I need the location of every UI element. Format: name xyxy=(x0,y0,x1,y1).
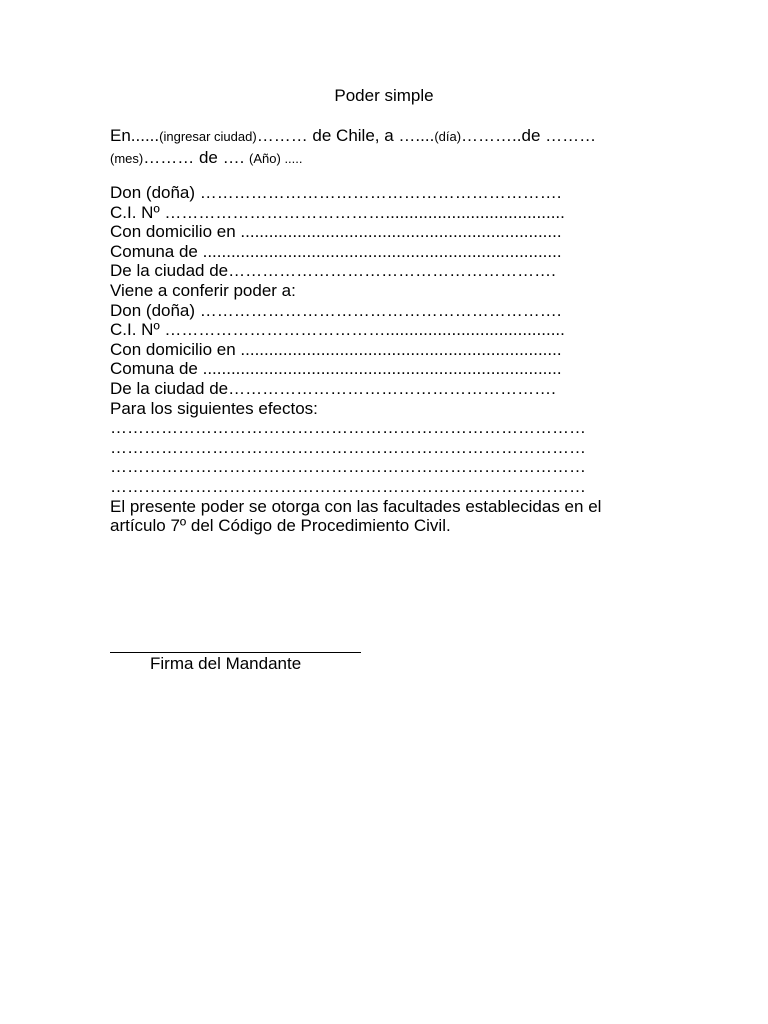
efectos-line-1: ………………………………………………………………………… xyxy=(110,418,586,438)
efectos-line-4: ………………………………………………………………………… xyxy=(110,476,586,496)
confiere-poder-label: Viene a conferir poder a: xyxy=(110,280,296,300)
date-line-row-1 xyxy=(110,125,670,147)
signature-label: Firma del Mandante xyxy=(150,654,302,673)
date-line xyxy=(110,125,670,169)
mandatario-domicilio-field: Con domicilio en .................................................................... xyxy=(110,339,562,359)
mandante-comuna-field: Comuna de ............................................................................ xyxy=(110,241,562,261)
date-en-text: En...... xyxy=(110,126,160,145)
mandatario-don-field: Don (doña) ………………………………………………………. xyxy=(110,300,562,320)
year-placeholder: (Año) xyxy=(249,151,281,166)
day-tail-text: ………..de ……… xyxy=(461,126,597,145)
mandante-don-field: Don (doña) ………………………………………………………. xyxy=(110,183,562,202)
city-placeholder: (ingresar ciudad) xyxy=(159,129,257,144)
efectos-line-3: ………………………………………………………………………… xyxy=(110,457,586,477)
mandante-ciudad-field: De la ciudad de…………………………………………………. xyxy=(110,261,556,281)
document-body xyxy=(110,183,670,536)
mandante-ci-field: C.I. Nº …………………………………...................................... xyxy=(110,202,565,222)
mandatario-ciudad-field: De la ciudad de…………………………………………………. xyxy=(110,378,556,398)
closing-paragraph: El presente poder se otorga con las facultades establecidas en el artículo 7º del Código de Procedimiento Civil. xyxy=(110,496,602,536)
document-title: Poder simple xyxy=(334,86,434,105)
efectos-label: Para los siguientes efectos: xyxy=(110,398,318,418)
year-tail-text: ..... xyxy=(280,151,303,166)
day-placeholder: (día) xyxy=(434,129,462,144)
mandante-domicilio-field: Con domicilio en .................................................................... xyxy=(110,222,562,242)
date-line-row-2 xyxy=(110,147,670,169)
signature-line xyxy=(110,652,361,653)
mandatario-comuna-field: Comuna de ............................................................................ xyxy=(110,359,562,379)
efectos-line-2: ………………………………………………………………………… xyxy=(110,437,586,457)
city-tail-text: ……… de Chile, a ….... xyxy=(256,126,435,145)
month-placeholder: (mes) xyxy=(110,151,144,166)
mandatario-ci-field: C.I. Nº …………………………………...................................... xyxy=(110,320,565,340)
month-tail-text: ……… de …. xyxy=(143,148,250,167)
